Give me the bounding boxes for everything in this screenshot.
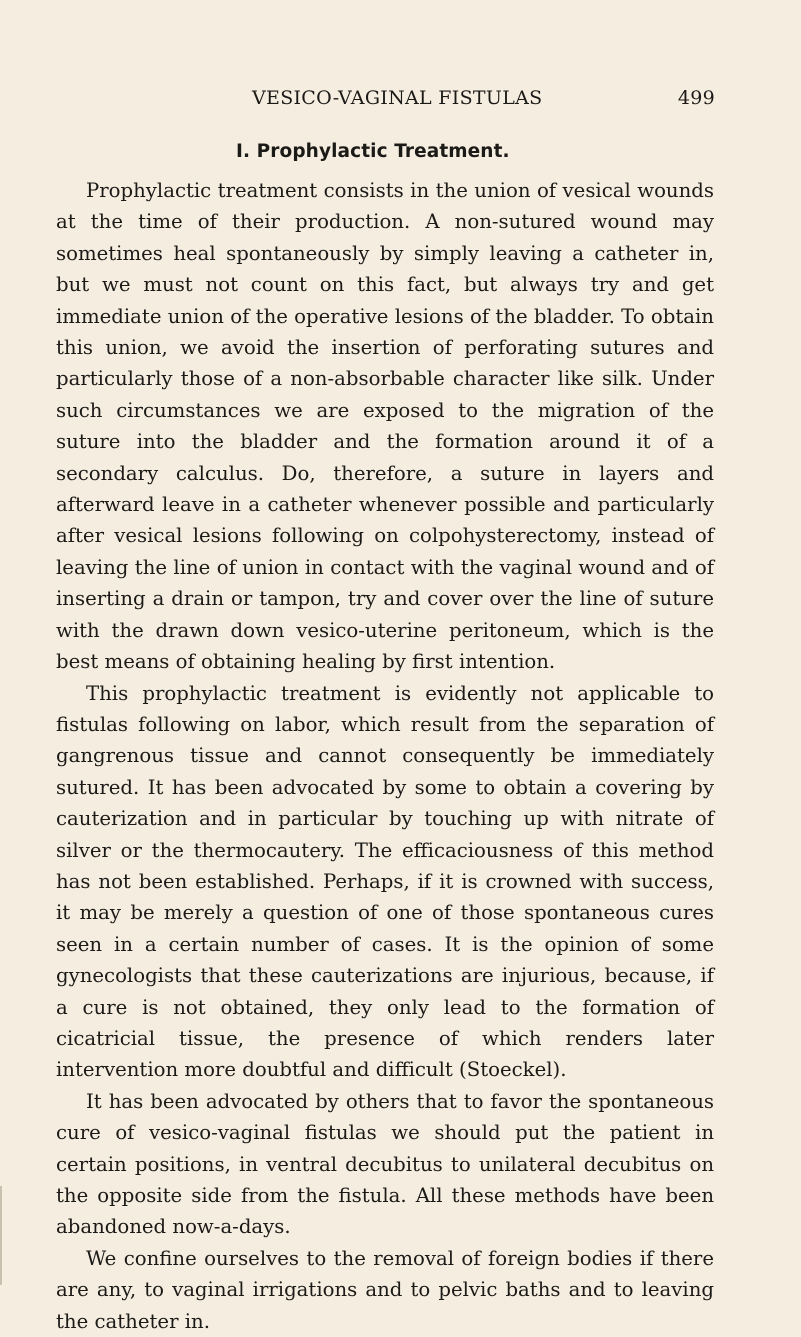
section-heading: I. Prophylactic Treatment.: [236, 141, 510, 162]
body-text: [56, 175, 714, 1337]
paragraph: This prophylactic treatment is evidently not applicable to fistulas following on labor, which result from the separation of gangrenous tissue and cannot consequently be immediately sutured. It has been advocated by some to obtain a covering by cauterization and in particular by touching up with nitrate of silver or the thermocautery. The efficaciousness of this method has not been established. Perhaps, if it is crowned with success, it may be merely a question of one of those spontaneous cures seen in a certain number of cases. It is the opinion of some gynecologists that these cauterizations are injurious, because, if a cure is not obtained, they only lead to the formation of cicatricial tissue, the presence of which renders later intervention more doubtful and difficult (Stoeckel).: [56, 681, 714, 1082]
paragraph: It has been advocated by others that to favor the spontaneous cure of vesico-vaginal fistulas we should put the patient in certain positions, in ventral decubitus to unilateral decubitus on the opposite side from the fistula. All these methods have been abandoned now-a-days.: [56, 1089, 714, 1239]
page-edge: [0, 1186, 2, 1285]
paragraph: We confine ourselves to the removal of foreign bodies if there are any, to vaginal irrigations and to pelvic baths and to leaving the catheter in.: [56, 1246, 714, 1333]
running-title: VESICO-VAGINAL FISTULAS: [252, 87, 543, 109]
paragraph: Prophylactic treatment consists in the union of vesical wounds at the time of their production. A non-sutured wound may sometimes heal spontaneously by simply leaving a catheter in, but we must not count on this fact, but always try and get immediate union of the operative lesions of the bladder. To obtain this union, we avoid the insertion of perforating sutures and particularly those of a non-absorbable character like silk. Under such circumstances we are exposed to the migration of the suture into the bladder and the formation around it of a secondary calculus. Do, therefore, a suture in layers and afterward leave in a catheter whenever possible and particularly after vesical lesions following on colpohysterectomy, instead of leaving the line of union in contact with the vaginal wound and of inserting a drain or tampon, try and cover over the line of suture with the drawn down vesico-uterine peritoneum, which is the best means of obtaining healing by first intention.: [56, 179, 714, 674]
page-number: 499: [677, 87, 715, 109]
running-head: [150, 87, 715, 117]
